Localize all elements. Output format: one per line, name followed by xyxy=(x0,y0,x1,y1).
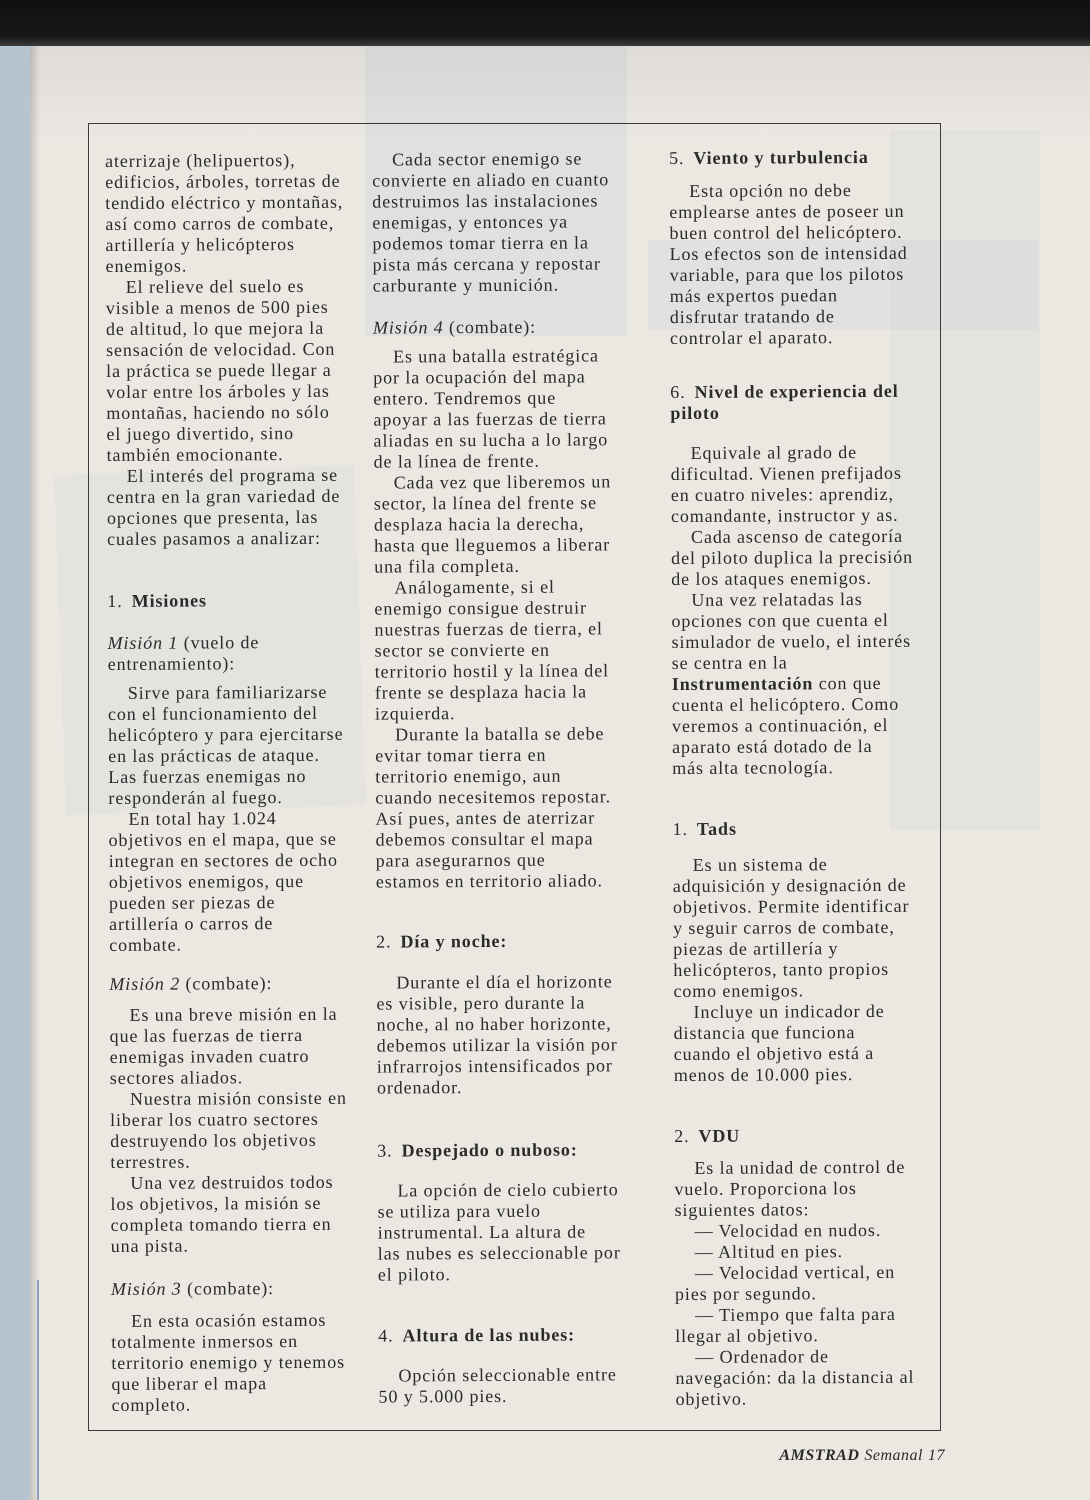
page-number: 17 xyxy=(928,1447,945,1464)
body-paragraph: Es la unidad de control de vuelo. Proporciona los siguientes datos: xyxy=(674,1156,906,1221)
heading-title: Altura de las nubes: xyxy=(402,1324,576,1346)
heading-title: Viento y turbulencia xyxy=(693,147,869,168)
page-footer xyxy=(779,1446,945,1466)
section-heading-misiones xyxy=(107,589,372,611)
section-heading-dia-noche xyxy=(376,930,641,952)
mission-detail: (vuelo de entrenamiento): xyxy=(107,631,260,674)
body-paragraph: En esta ocasión estamos totalmente inmersos en territorio enemigo y tenemos que liberar el mapa completo. xyxy=(111,1309,346,1415)
mission-name: Misión 2 xyxy=(109,973,181,994)
section-heading-nivel-experiencia xyxy=(670,381,935,424)
heading-title: Día y noche: xyxy=(400,930,508,952)
intro-paragraph: El interés del programa se centra en la gran variedad de opciones que presenta, las cuales pasamos a analizar: xyxy=(106,464,341,549)
scan-top-edge xyxy=(0,0,1090,46)
body-paragraph: En total hay 1.024 objetivos en el mapa, que se integran en sectores de ocho objetivos enemigos, que pueden ser piezas de artillería o carros de combate. xyxy=(108,807,338,955)
body-paragraph: Opción seleccionable entre 50 y 5.000 pies. xyxy=(378,1364,617,1407)
heading-number: 1. xyxy=(672,818,688,840)
intro-paragraph: El relieve del suelo es visible a menos de 500 pies de altitud, lo que mejora la sensación de velocidad. Con la práctica se puede llegar a volar entre los árboles y las montañas, haciendo no sólo el juego divertido, sino también emocionante. xyxy=(105,275,336,465)
magazine-section: Semanal xyxy=(864,1447,923,1464)
mission-4-label xyxy=(373,316,638,338)
body-paragraph: Cada ascenso de categoría del piloto duplica la precisión de los ataques enemigos. xyxy=(671,525,914,590)
instrumentation-paragraph xyxy=(671,589,937,779)
paragraph-text: con que cuenta el helicóptero. Como veremos a continuación, el aparato está dotado de la más alta tecnología. xyxy=(671,672,900,779)
body-paragraph: Sirve para familiarizarse con el funcionamiento del helicóptero y para ejercitarse en las prácticas de ataque. Las fuerzas enemigas no responderán al fuego. xyxy=(107,681,344,808)
mission-name: Misión 3 xyxy=(110,1278,182,1299)
data-list-item: — Altitud en pies. xyxy=(694,1241,844,1262)
heading-title: VDU xyxy=(698,1125,741,1146)
mission-2-label xyxy=(109,972,374,994)
body-paragraph: Durante el día el horizonte es visible, pero durante la noche, al no haber horizonte, debemos utilizar la visión por infrarrojos intensificados por ordenador. xyxy=(376,971,618,1098)
heading-number: 2. xyxy=(674,1125,690,1147)
heading-number: 6. xyxy=(670,381,686,403)
column-2 xyxy=(372,148,644,1407)
mission-detail: (combate): xyxy=(181,1277,275,1299)
heading-title: Nivel de experiencia del piloto xyxy=(670,380,899,424)
heading-title: Tads xyxy=(696,818,737,839)
heading-number: 1. xyxy=(107,590,123,611)
mission-detail: (combate): xyxy=(180,972,273,994)
scan-left-edge xyxy=(0,46,30,1500)
body-paragraph: Durante la batalla se debe evitar tomar tierra en territorio enemigo, aun cuando necesitemos repostar. Así pues, antes de aterrizar debemos consultar el mapa para asegurarnos que estamos en territorio aliado. xyxy=(375,723,612,892)
column-3 xyxy=(669,147,941,1410)
column-1 xyxy=(105,150,377,1416)
mission-detail: (combate): xyxy=(443,316,537,338)
section-heading-vdu xyxy=(674,1125,939,1147)
body-paragraph: Análogamente, si el enemigo consigue destruir nuestras fuerzas de tierra, el sector se convierte en territorio hostil y la línea del frente se desplaza hacia la izquierda. xyxy=(374,576,610,724)
mission-name: Misión 4 xyxy=(372,317,444,338)
article-columns xyxy=(105,147,942,1426)
mission-3-label xyxy=(111,1277,376,1299)
body-paragraph: Esta opción no debe emplearse antes de poseer un buen control del helicóptero. Los efectos son de intensidad variable, para que los pilotos más expertos puedan disfrutar tratando de controlar el aparato. xyxy=(669,180,908,349)
section-heading-tads xyxy=(673,818,938,840)
heading-title: Despejado o nuboso: xyxy=(401,1139,578,1161)
paragraph-text: Una vez relatadas las opciones con que cuenta el simulador de vuelo, el interés se centra en la xyxy=(671,589,912,674)
body-paragraph: Es una batalla estratégica por la ocupación del mapa entero. Tendremos que apoyar a las fuerzas de tierra aliadas en su lucha a lo largo de la línea de frente. xyxy=(373,345,609,472)
body-paragraph: La opción de cielo cubierto se utiliza para vuelo instrumental. La altura de las nubes es seleccionable por el piloto. xyxy=(377,1179,621,1285)
page-edge-line xyxy=(37,1280,39,1500)
body-paragraph: Cada sector enemigo se convierte en aliado en cuanto destruimos las instalaciones enemigas, y entonces ya podemos tomar tierra en la pista más cercana y repostar carburante y munición. xyxy=(372,148,610,296)
data-list-item: — Ordenador de navegación: da la distancia al objetivo. xyxy=(675,1346,915,1410)
mission-name: Misión 1 xyxy=(107,632,179,653)
body-paragraph: Una vez destruidos todos los objetivos, la misión se completa tomando tierra en una pista. xyxy=(110,1171,334,1256)
body-paragraph: Equivale al grado de dificultad. Vienen prefijados en cuatro niveles: aprendiz, comandante, instructor y as. xyxy=(670,442,902,527)
heading-title: Misiones xyxy=(131,589,207,611)
section-heading-viento xyxy=(669,147,934,169)
heading-number: 2. xyxy=(376,931,392,952)
heading-number: 4. xyxy=(378,1325,394,1346)
section-heading-altura-nubes xyxy=(378,1324,643,1346)
emphasized-term: Instrumentación xyxy=(671,673,814,695)
mission-1-label xyxy=(108,631,373,674)
body-paragraph: Cada vez que liberemos un sector, la línea del frente se desplaza hacia la derecha, hasta que lleguemos a liberar una fila completa. xyxy=(373,471,612,577)
data-list-item: — Velocidad en nudos. xyxy=(694,1219,882,1241)
body-paragraph: Es un sistema de adquisición y designación de objetivos. Permite identificar y seguir carros de combate, piezas de artillería y helicópteros, tanto propios como enemigos. xyxy=(672,854,910,1002)
data-list-item: — Tiempo que falta para llegar al objetivo. xyxy=(675,1303,896,1347)
section-heading-despejado xyxy=(377,1139,642,1161)
intro-paragraph: aterrizaje (helipuertos), edificios, árboles, torretas de tendido eléctrico y montañas, así como carros de combate, artillería y helicópteros enemigos. xyxy=(105,150,344,276)
body-paragraph: Nuestra misión consiste en liberar los cuatro sectores destruyendo los objetivos terrestres. xyxy=(110,1087,347,1172)
heading-number: 3. xyxy=(377,1140,393,1161)
magazine-name: AMSTRAD xyxy=(779,1447,860,1464)
body-paragraph: Incluye un indicador de distancia que funciona cuando el objetivo está a menos de 10.000 pies. xyxy=(673,1000,885,1086)
body-paragraph: Es una breve misión en la que las fuerzas de tierra enemigas invaden cuatro sectores aliados. xyxy=(109,1003,338,1088)
heading-number: 5. xyxy=(668,147,685,169)
data-list-item: — Velocidad vertical, en pies por segundo. xyxy=(674,1261,896,1305)
